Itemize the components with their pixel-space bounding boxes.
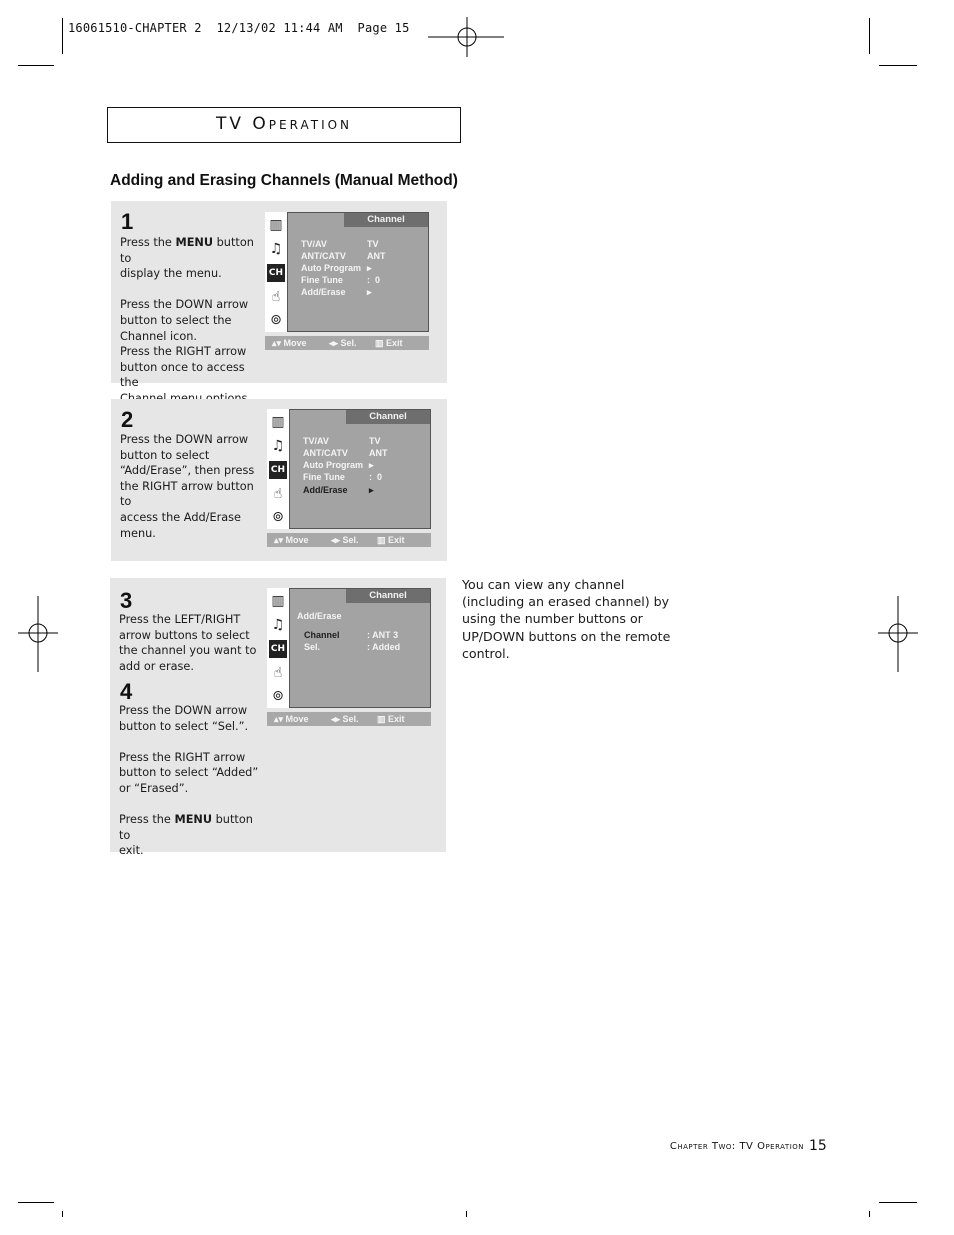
step-instructions: Press the DOWN arrow button to select “Sel.”. Press the RIGHT arrow button to select “Added” or “Erased”. Press the MENU button to exit. — [119, 704, 259, 858]
menu-footer-bar — [267, 712, 431, 726]
setup-tape-icon: ⊚ — [270, 312, 282, 328]
crop-mark — [466, 1211, 467, 1217]
move-hint: ▴▾ Move — [274, 714, 309, 724]
channel-icon: CH — [269, 640, 287, 658]
menu-value: ▸ — [369, 460, 374, 470]
menu-value: ANT — [369, 448, 388, 458]
menu-item-channel: Channel — [304, 630, 340, 640]
channel-tab-label: Channel — [346, 589, 430, 603]
menu-screen — [287, 212, 429, 332]
crop-mark — [869, 18, 870, 54]
crop-mark — [18, 65, 54, 66]
channel-menu-screen — [265, 212, 429, 352]
menu-screen — [289, 409, 431, 529]
menu-icon-column — [267, 588, 289, 708]
crop-mark — [62, 18, 63, 54]
menu-footer-bar — [267, 533, 431, 547]
section-heading: Adding and Erasing Channels (Manual Method) — [110, 172, 458, 189]
menu-icon-column — [267, 409, 289, 529]
menu-value: ▸ — [367, 263, 372, 273]
menu-icon: ▥ — [377, 714, 386, 724]
menu-value: ▸ — [369, 485, 374, 495]
menu-item-add-erase: Add/Erase — [301, 287, 346, 297]
menu-item-tv-av: TV/AV — [303, 436, 329, 446]
menu-value: : ANT 3 — [367, 630, 399, 640]
function-hand-icon: ☝ — [271, 289, 281, 305]
function-hand-icon: ☝ — [273, 665, 283, 681]
footer-chapter-label: Chapter Two: TV Operation — [669, 1141, 804, 1152]
step-number: 3 — [120, 588, 133, 613]
add-erase-submenu-title: Add/Erase — [297, 611, 342, 621]
select-hint: ◂▸ Sel. — [331, 535, 359, 545]
menu-item-auto-program: Auto Program — [303, 460, 364, 470]
picture-icon: ▥ — [269, 217, 283, 233]
menu-item-auto-program: Auto Program — [301, 263, 362, 273]
menu-icon: ▥ — [375, 338, 384, 348]
step-panel-1 — [111, 201, 447, 390]
registration-mark-left — [18, 596, 58, 672]
picture-icon: ▥ — [271, 593, 285, 609]
setup-tape-icon: ⊚ — [272, 688, 284, 704]
exit-hint: ▥ Exit — [377, 714, 405, 724]
crop-mark — [62, 1211, 63, 1217]
select-hint: ◂▸ Sel. — [329, 338, 357, 348]
channel-tab-label: Channel — [346, 410, 430, 424]
function-hand-icon: ☝ — [273, 486, 283, 502]
menu-icon-column — [265, 212, 287, 332]
menu-item-ant-catv: ANT/CATV — [301, 251, 346, 261]
step-instructions: Press the MENU button to display the menu. Press the DOWN arrow button to select the Channel icon. Press the RIGHT arrow button once to access the — [120, 236, 254, 390]
crop-mark — [879, 1202, 917, 1203]
crop-mark — [879, 65, 917, 66]
menu-item-tv-av: TV/AV — [301, 239, 327, 249]
move-hint: ▴▾ Move — [274, 535, 309, 545]
step-instructions: Press the DOWN arrow button to select “Add/Erase”, then press the RIGHT arrow button to access the Add/Erase menu. — [120, 433, 255, 540]
page-number: 15 — [809, 1138, 827, 1154]
sound-icon: ♫ — [271, 617, 285, 633]
step-instructions: Press the LEFT/RIGHT arrow buttons to select the channel you want to add or erase. — [119, 613, 257, 673]
registration-mark-right — [878, 596, 918, 672]
step-number: 2 — [121, 407, 134, 432]
step-panel-3-4 — [110, 578, 446, 858]
channel-icon: CH — [269, 461, 287, 479]
crop-mark — [18, 1202, 54, 1203]
channel-tab-label: Channel — [344, 213, 428, 227]
menu-value: : 0 — [369, 472, 383, 482]
menu-value: TV — [369, 436, 381, 446]
print-slug-line: 16061510-CHAPTER 2 12/13/02 11:44 AM Page 15 — [68, 21, 410, 35]
menu-item-fine-tune: Fine Tune — [303, 472, 345, 482]
menu-value: ANT — [367, 251, 386, 261]
setup-tape-icon: ⊚ — [272, 509, 284, 525]
step-panel-2 — [111, 399, 447, 561]
channel-menu-screen — [267, 409, 431, 549]
menu-value: : Added — [367, 642, 401, 652]
add-erase-menu-screen — [267, 588, 431, 728]
menu-item-add-erase-highlighted: Add/Erase — [303, 485, 348, 495]
channel-icon: CH — [267, 264, 285, 282]
sound-icon: ♫ — [271, 438, 285, 454]
menu-value: TV — [367, 239, 379, 249]
picture-icon: ▥ — [271, 414, 285, 430]
step-number: 4 — [120, 679, 133, 704]
sound-icon: ♫ — [269, 241, 283, 257]
registration-mark-top — [428, 17, 508, 57]
crop-mark — [869, 1211, 870, 1217]
menu-item-fine-tune: Fine Tune — [301, 275, 343, 285]
menu-footer-bar — [265, 336, 429, 350]
menu-value: ▸ — [367, 287, 372, 297]
chapter-title: TV Operation — [216, 114, 353, 134]
menu-value: : 0 — [367, 275, 381, 285]
menu-item-sel: Sel. — [304, 642, 321, 652]
exit-hint: ▥ Exit — [377, 535, 405, 545]
menu-item-ant-catv: ANT/CATV — [303, 448, 348, 458]
menu-icon: ▥ — [377, 535, 386, 545]
chapter-title-box — [107, 107, 461, 143]
select-hint: ◂▸ Sel. — [331, 714, 359, 724]
move-hint: ▴▾ Move — [272, 338, 307, 348]
step-number: 1 — [121, 209, 134, 234]
menu-screen — [289, 588, 431, 708]
side-note: You can view any channel (including an erased channel) by using the number buttons or UP/DOWN buttons on the remote control. — [462, 577, 671, 661]
exit-hint: ▥ Exit — [375, 338, 403, 348]
